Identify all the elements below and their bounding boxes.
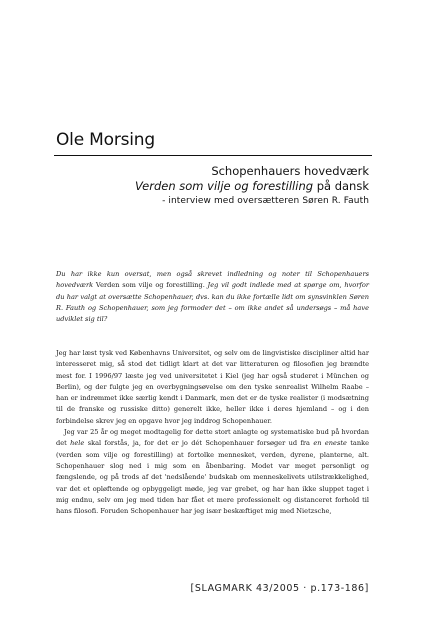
- p2-emph-hele: hele: [70, 439, 85, 448]
- p2-text-a: Jeg var 25 år og meget modtagelig for dette stort anlagte og systematiske bud på hvordan det: [56, 428, 369, 448]
- article-title: Schopenhauers hovedværk: [211, 164, 369, 178]
- p2-text-b: skal forstås, ja, for det er jo dét Schopenhauer forsøger ud fra: [84, 439, 314, 448]
- interview-line: - interview med oversætteren Søren R. Fauth: [162, 196, 369, 206]
- p2-emph-eneste: en eneste: [313, 439, 347, 448]
- paragraph-1: Jeg har læst tysk ved Københavns Universitet, og selv om de lingvistiske discipliner altid har interesseret mig, så stod det tidligt klart at det var litteraturen og filosofien jeg brændte mest for. I 1996/97 læste jeg ved universitetet i Kiel (jeg har også studeret i München og Berlin), og der fulgte jeg en overbygningsøvelse om den tyske senrealist Wilhelm Raabe – han er indrømmet ikke særlig kendt i Danmark, men det er de tyske realister (i modsætning til de franske og russiske ditto) generelt ikke, heller ikke i deres hjemland – og i den forbindelse skrev jeg en opgave hvor jeg inddrog Schopenhauer.: [56, 349, 369, 425]
- p2-text-c: tanke (verden som vilje og forestilling) at fortolke mennesket, verden, dyrene, planterne, alt. Schopenhauer slog ned i mig som en åbenbaring. Modet var meget personligt og fængslende, og på trods af det 'nedslående' budskab om menneskelivets utilstrækkelighed, var det et opløftende og opbyggeligt møde, jeg var grebet, og har han ikke sluppet taget i mig endnu, selv om jeg med tiden har fået et mere professionelt og distanceret forhold til hans filosofi. Foruden Schopenhauer har jeg især beskæftiget mig med Nietzsche,: [56, 439, 369, 516]
- intro-question: [56, 269, 369, 325]
- author-name: Ole Morsing: [56, 130, 155, 150]
- subtitle-work-title: Verden som vilje og forestilling: [134, 179, 314, 193]
- intro-part2: . Jeg vil godt indlede med at spørge om, hvorfor du har valgt at oversætte Schopenhauer, dvs. kan du ikke fortælle lidt om synsvinklen Søren R. Fauth og Schopenhauer, som jeg formoder det – om ikke andet så undersøgs – må have udviklet sig til?: [56, 281, 369, 324]
- title-block: [135, 164, 369, 209]
- paragraph-2: [56, 427, 369, 517]
- answer-body: [56, 348, 369, 517]
- title-divider: [54, 155, 372, 156]
- intro-work-title: Verden som vilje og forestilling: [95, 281, 203, 290]
- journal-citation: [SLAGMARK 43/2005 · p.173-186]: [190, 583, 369, 594]
- subtitle-rest: på dansk: [313, 179, 369, 193]
- article-subtitle: [135, 179, 369, 194]
- intro-part1: Du har ikke kun oversat, men også skrevet indledning og noter til Schopenhauers hovedværk: [56, 270, 369, 290]
